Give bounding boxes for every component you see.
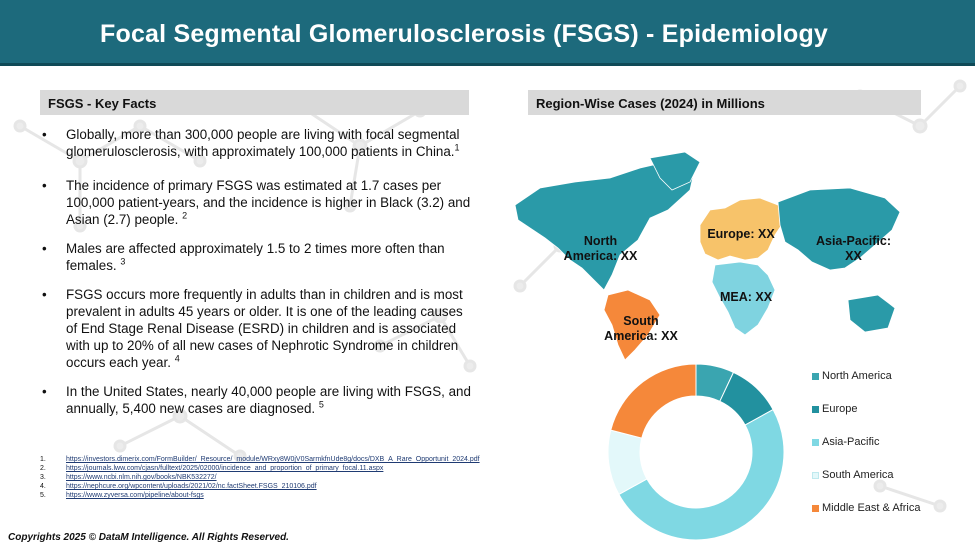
references-list [40,455,485,500]
reference-number: 3. [40,474,46,481]
map-label-europe [700,227,782,242]
reference-number: 1. [40,456,46,463]
map-label-asia-pacific [806,234,901,264]
map-label-line: Europe: XX [707,227,775,241]
map-label-line: South [623,314,659,328]
bullet-icon: • [42,287,47,302]
key-facts-list [40,126,475,417]
bullet-icon: • [42,384,47,399]
reference-item [40,491,485,500]
reference-link[interactable]: https://www.ncbi.nlm.nih.gov/books/NBK532272/ [66,474,217,481]
legend-label: Asia-Pacific [822,436,880,448]
reference-number: 5. [40,492,46,499]
donut-slice-middle-east-africa [611,364,696,438]
fact-text: FSGS occurs more frequently in adults than in children and is most prevalent in adults 45 years or older. It is one of the leading causes of End Stage Renal Disease (ESRD) in children and is associated with up to 20% of all new cases of Nephrotic Syndrome in children occurs each year. [66,287,463,370]
legend-item [812,403,922,416]
fact-item [40,177,475,228]
region-donut-chart [606,362,786,542]
donut-legend [812,370,922,515]
legend-item [812,502,922,515]
map-label-line: America: XX [563,249,638,263]
fact-ref: 5 [318,399,324,410]
region-cases-heading: Region-Wise Cases (2024) in Millions [528,90,921,115]
fact-ref: 1 [454,142,460,153]
map-label-line: XX [845,249,862,263]
map-label-north-america [553,234,648,264]
legend-item [812,469,922,482]
map-label-line: Asia-Pacific: [815,234,892,248]
map-label-line: North [583,234,618,248]
bullet-icon: • [42,178,47,193]
reference-item [40,455,485,464]
legend-label: Europe [822,403,858,415]
page-title: Focal Segmental Glomerulosclerosis (FSGS) - Epidemiology [100,20,829,48]
copyright-footer: Copyrights 2025 © DataM Intelligence. All Rights Reserved. [8,532,289,543]
bullet-icon: • [42,127,47,142]
map-label-mea [716,290,776,305]
legend-label: North America [822,370,892,382]
map-label-line: MEA: XX [719,290,773,304]
reference-number: 2. [40,465,46,472]
fact-text: In the United States, nearly 40,000 people are living with FSGS, and annually, 5,400 new cases are diagnosed. [66,384,471,416]
fact-item [40,286,475,371]
reference-item [40,482,485,491]
reference-item [40,464,485,473]
reference-link[interactable]: https://www.zyversa.com/pipeline/about-fsgs [66,492,204,499]
fact-text: Globally, more than 300,000 people are living with focal segmental glomerulosclerosis, with approximately 100,000 patients in China. [66,127,460,159]
legend-swatch [812,406,819,413]
key-facts-heading: FSGS - Key Facts [40,90,469,115]
fact-ref: 3 [120,256,126,267]
fact-text: Males are affected approximately 1.5 to 2 times more often than females. [66,241,445,273]
reference-link[interactable]: https://nephcure.org/wpcontent/uploads/2021/02/nc.factSheet.FSGS_210106.pdf [66,483,317,490]
fact-item [40,126,475,160]
legend-swatch [812,472,819,479]
reference-link[interactable]: https://investors.dimerix.com/FormBuilder/_Resource/_module/WRxy8W0jV0SarmkfnUde8g/docs/DXB_A_Rare_Opportunit_2024.pdf [66,456,480,463]
legend-label: South America [822,469,894,481]
legend-swatch [812,373,819,380]
fact-ref: 2 [182,210,188,221]
fact-ref: 4 [174,353,180,364]
reference-item [40,473,485,482]
reference-link[interactable]: https://journals.lww.com/cjasn/fulltext/2025/02000/incidence_and_proportion_of_primary_focal.11.aspx [66,465,384,472]
legend-item [812,436,922,449]
bullet-icon: • [42,241,47,256]
legend-swatch [812,505,819,512]
fact-item [40,240,475,274]
fact-item [40,383,475,417]
header-bar [0,0,975,66]
legend-swatch [812,439,819,446]
map-label-south-america [596,314,686,344]
reference-number: 4. [40,483,46,490]
fact-text: The incidence of primary FSGS was estimated at 1.7 cases per 100,000 patient-years, and the incidence is higher in Black (3.2) and Asian (2.7) people. [66,178,471,227]
map-label-line: America: XX [604,329,678,343]
legend-item [812,370,922,383]
legend-label: Middle East & Africa [822,502,921,514]
